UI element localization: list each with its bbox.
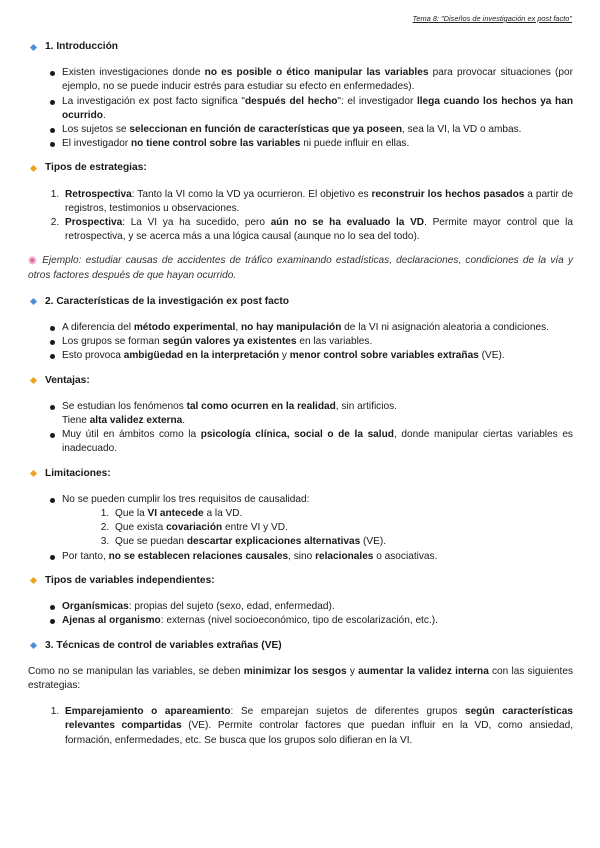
diamond-bullet-icon: [30, 642, 37, 649]
section-3-title-text: 3. Técnicas de control de variables extrañas (VE): [45, 639, 282, 651]
list-item: 2. Prospectiva: La VI ya ha sucedido, pero aún no se ha evaluado la VD. Permite mayor control que la retrospectiva, y se acerca más a una lógica causal (aunque no lo sea del todo).: [62, 216, 573, 244]
limitations-list: [28, 493, 573, 564]
characteristics-list: [28, 321, 573, 364]
strategies-title: [28, 161, 573, 175]
strategies-title-text: Tipos de estrategias:: [45, 162, 147, 174]
list-item: Se estudian los fenómenos tal como ocurren en la realidad, sin artificios. Tiene alta validez externa.: [50, 400, 573, 428]
example-note: ◉ Ejemplo: estudiar causas de accidentes de tráfico examinando estadísticas, declaraciones, condiciones de la vía y otros factores después de que hayan ocurrido.: [28, 255, 573, 281]
limitations-title: [28, 467, 573, 481]
diamond-bullet-icon: [30, 165, 37, 172]
intro-list: [28, 66, 573, 151]
list-item: 1. Que la VI antecede a la VD.: [112, 507, 573, 521]
list-item: 1. Retrospectiva: Tanto la VI como la VD ya ocurrieron. El objetivo es reconstruir los hechos pasados a partir de registros, testimonios u observaciones.: [62, 188, 573, 216]
iv-types-title-text: Tipos de variables independientes:: [45, 574, 215, 586]
section-1-title-text: 1. Introducción: [45, 41, 119, 52]
section-2-title-text: 2. Características de la investigación ex post facto: [45, 295, 290, 307]
diamond-bullet-icon: [30, 577, 37, 584]
control-intro-paragraph: Como no se manipulan las variables, se deben minimizar los sesgos y aumentar la validez interna con las siguientes estrategias:: [28, 665, 574, 691]
list-item: Por tanto, no se establecen relaciones causales, sino relacionales o asociativas.: [50, 550, 573, 564]
iv-types-list: [28, 600, 573, 628]
advantages-title-text: Ventajas:: [45, 374, 90, 386]
diamond-bullet-icon: [30, 298, 37, 305]
iv-types-title: [28, 574, 573, 588]
list-item: 1. Emparejamiento o apareamiento: Se emparejan sujetos de diferentes grupos según características relevantes compartidas (VE). Permite controlar factores que puedan influir en la VD, como ansiedad, formación, enfermedades, etc. Se busca que los grupos solo difieran en la VI.: [62, 705, 573, 748]
list-item: El investigador no tiene control sobre las variables ni puede influir en ellas.: [50, 137, 573, 151]
list-item: Organísmicas: propias del sujeto (sexo, edad, enfermedad).: [50, 600, 573, 614]
list-item: No se pueden cumplir los tres requisitos de causalidad: 1. Que la VI antecede a la VD. 2. Que exista covariación entre VI y VD. 3. Que se puedan descartar explicaciones alternativas (VE).: [50, 493, 573, 550]
section-1-title: [28, 40, 573, 54]
list-item: Existen investigaciones donde no es posible o ético manipular las variables para provocar situaciones (por ejemplo, no se puede inducir estrés para estudiar su efecto en enfermedades).: [50, 66, 573, 94]
diamond-bullet-icon: [30, 44, 37, 51]
causality-requirements-list: [62, 507, 573, 550]
brain-icon: ◉: [28, 255, 39, 267]
list-item: Esto provoca ambigüedad en la interpretación y menor control sobre variables extrañas (VE).: [50, 349, 573, 363]
list-item: 2. Que exista covariación entre VI y VD.: [112, 521, 573, 535]
list-item: 3. Que se puedan descartar explicaciones alternativas (VE).: [112, 535, 573, 549]
list-item: Muy útil en ámbitos como la psicología clínica, social o de la salud, donde manipular ciertas variables es inadecuado.: [50, 428, 573, 456]
section-2-title: [28, 295, 573, 309]
diamond-bullet-icon: [30, 377, 37, 384]
page-header: Tema 8: "Diseños de investigación ex post facto": [412, 14, 572, 23]
list-item: Ajenas al organismo: externas (nivel socioeconómico, tipo de escolarización, etc.).: [50, 614, 573, 628]
list-item: Los sujetos se seleccionan en función de características que ya poseen, sea la VI, la VD o ambas.: [50, 123, 573, 137]
list-item: A diferencia del método experimental, no hay manipulación de la VI ni asignación aleatoria a condiciones.: [50, 321, 573, 335]
advantages-title: [28, 374, 573, 388]
limitations-title-text: Limitaciones:: [45, 467, 111, 479]
control-techniques-list: [28, 705, 573, 748]
list-item: La investigación ex post facto significa "después del hecho": el investigador llega cuando los hechos ya han ocurrido.: [50, 95, 573, 123]
list-item: Los grupos se forman según valores ya existentes en las variables.: [50, 335, 573, 349]
advantages-list: [28, 400, 573, 457]
section-3-title: [28, 639, 573, 653]
diamond-bullet-icon: [30, 470, 37, 477]
document-body: [28, 40, 573, 758]
strategies-list: [28, 188, 573, 245]
